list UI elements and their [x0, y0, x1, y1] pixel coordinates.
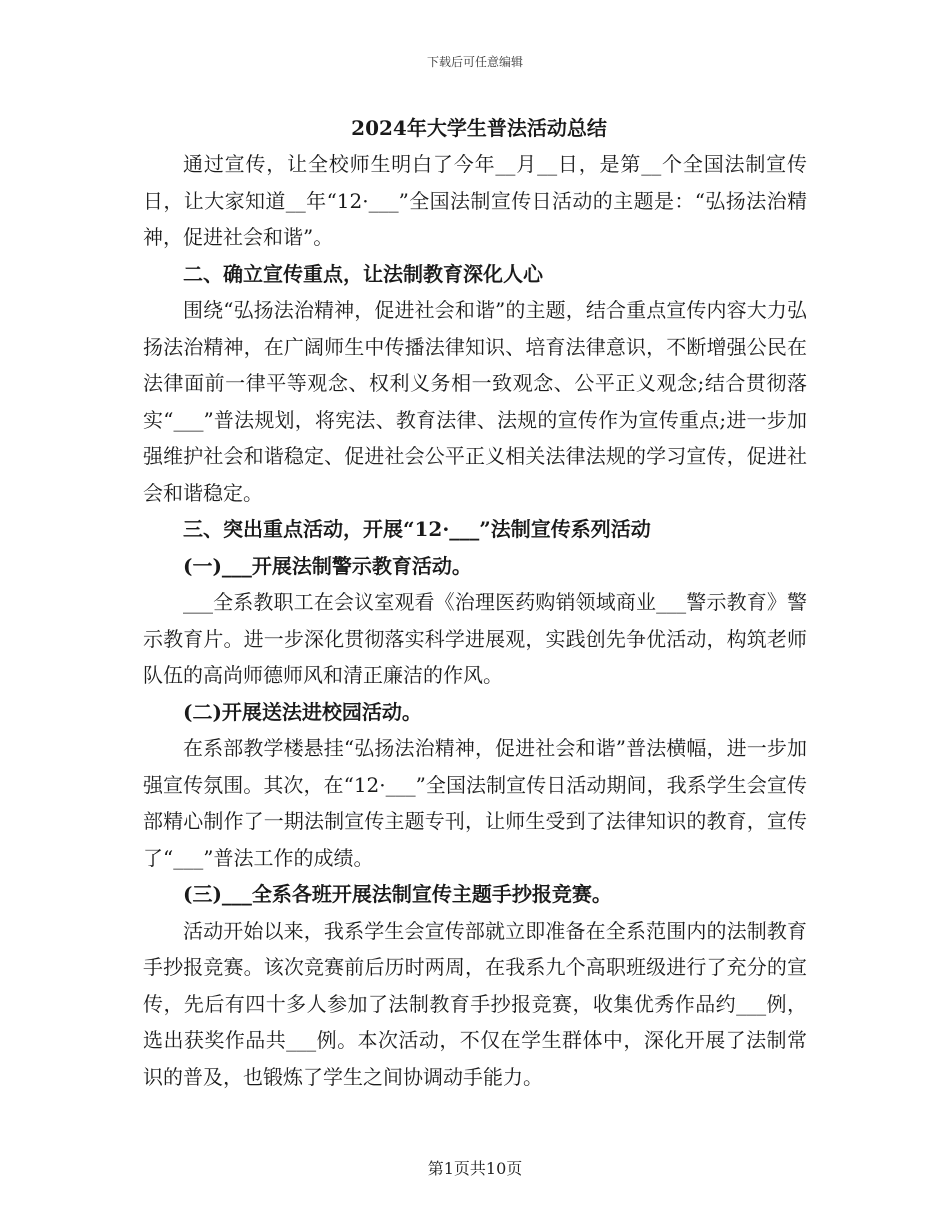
header-note: 下载后可任意编辑 [426, 55, 523, 69]
document-title: 2024年大学生普法活动总结 [351, 116, 607, 140]
paragraph-subsection-1: ___全系教职工在会议室观看《治理医药购销领域商业___警示教育》警示教育片。进一步深化贯彻落实科学进展观，实践创先争优活动，构筑老师队伍的高尚师德师风和清正廉洁的作风。 [143, 590, 807, 687]
subsection-heading-2: (二)开展送法进校园活动。 [183, 699, 422, 724]
paragraph-subsection-3: 活动开始以来，我系学生会宣传部就立即准备在全系范围内的法制教育手抄报竞赛。该次竞赛前后历时两周，在我系九个高职班级进行了充分的宣传，先后有四十多人参加了法制教育手抄报竞赛，收集优秀作品约___例，选出获奖作品共___例。本次活动，不仅在学生群体中，深化开展了法制常识的普及，也锻炼了学生之间协调动手能力。 [143, 918, 807, 1089]
paragraph-intro: 通过宣传，让全校师生明白了今年__月__日，是第__个全国法制宣传日，让大家知道__年“12·___”全国法制宣传日活动的主题是：“弘扬法治精神，促进社会和谐”。 [143, 152, 807, 249]
paragraph-section-2: 围绕“弘扬法治精神，促进社会和谐”的主题，结合重点宣传内容大力弘扬法治精神，在广阔师生中传播法律知识、培育法律意识，不断增强公民在法律面前一律平等观念、权利义务相一致观念、公平正义观念;结合贯彻落实“___”普法规划，将宪法、教育法律、法规的宣传作为宣传重点;进一步加强维护社会和谐稳定、促进社会公平正义相关法律法规的学习宣传，促进社会和谐稳定。 [143, 298, 807, 505]
subsection-heading-1: (一)___开展法制警示教育活动。 [183, 553, 472, 578]
section-heading-3: 三、突出重点活动，开展“12·___”法制宣传系列活动 [183, 517, 651, 541]
subsection-heading-3: (三)___全系各班开展法制宣传主题手抄报竞赛。 [183, 882, 612, 906]
paragraph-subsection-2: 在系部教学楼悬挂“弘扬法治精神，促进社会和谐”普法横幅，进一步加强宣传氛围。其次，在“12·___”全国法制宣传日活动期间，我系学生会宣传部精心制作了一期法制宣传主题专刊，让师生受到了法律知识的教育，宣传了“___”普法工作的成绩。 [143, 736, 807, 870]
document-body [143, 110, 807, 1095]
page-number-footer: 第1页共10页 [427, 1159, 523, 1178]
section-heading-2: 二、确立宣传重点，让法制教育深化人心 [183, 261, 543, 286]
